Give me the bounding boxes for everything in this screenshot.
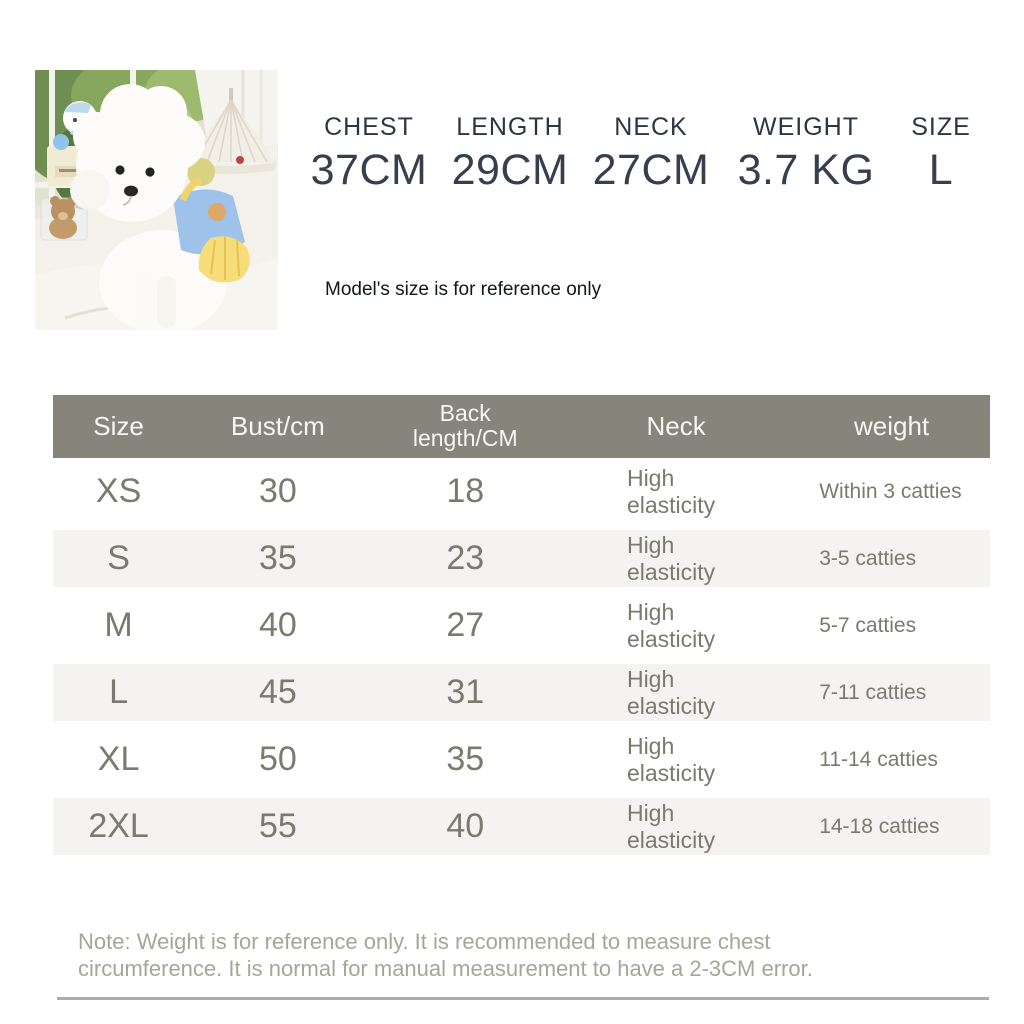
cell-back-length: 31 <box>446 673 485 711</box>
dog-eye <box>145 167 154 176</box>
header-size: Size <box>93 411 144 441</box>
model-size-disclaimer: Model's size is for reference only <box>325 279 602 300</box>
cell-weight: 3-5 catties <box>819 546 917 570</box>
cell-bust: 40 <box>258 606 297 644</box>
spec-item <box>438 112 582 195</box>
cell-neck <box>559 733 793 787</box>
size-table-header <box>53 395 990 458</box>
cell-back-length: 23 <box>446 539 485 577</box>
cell-back-length: 18 <box>446 472 485 510</box>
spec-label: SIZE <box>911 113 971 141</box>
cell-size: 2XL <box>88 807 149 845</box>
table-row <box>53 592 990 659</box>
cell-neck <box>559 666 793 720</box>
dog-outfit-skirt <box>199 236 250 282</box>
header-bust: Bust/cm <box>230 411 325 441</box>
cell-bust: 30 <box>258 472 297 510</box>
cell-bust: 45 <box>258 673 297 711</box>
header-back-length-label: Back length/CM <box>412 399 518 451</box>
cell-weight: 11-14 catties <box>819 747 938 771</box>
cell-weight: 7-11 catties <box>819 680 927 704</box>
cell-back-length: 40 <box>446 807 485 845</box>
spec-value: 27CM <box>592 146 710 194</box>
header-back-length <box>372 401 559 453</box>
spec-label: CHEST <box>324 113 414 141</box>
size-table <box>53 395 990 860</box>
spec-value: L <box>928 146 954 194</box>
spec-item <box>720 112 892 195</box>
spec-item <box>300 112 438 195</box>
red-berry <box>236 156 244 164</box>
size-table-body <box>53 458 990 860</box>
cell-neck-label: High elasticity <box>626 665 716 719</box>
cell-weight: Within 3 catties <box>819 479 962 503</box>
note-text: Note: Weight is for reference only. It is recommended to measure chest circumference. It is normal for manual measurement to have a 2-3CM error. <box>78 929 813 981</box>
dog-eye <box>115 165 124 174</box>
spec-item <box>892 112 990 195</box>
cell-neck <box>559 800 793 854</box>
cell-size: M <box>104 606 133 644</box>
cell-neck-label: High elasticity <box>626 531 716 585</box>
model-photo-illustration <box>35 70 278 330</box>
spec-item <box>582 112 720 195</box>
cell-neck-label: High elasticity <box>626 598 716 652</box>
cell-bust: 35 <box>258 539 297 577</box>
model-photo <box>35 70 278 330</box>
table-row <box>53 659 990 726</box>
bottom-divider <box>57 997 989 1000</box>
cell-neck <box>559 599 793 653</box>
table-row <box>53 458 990 525</box>
cell-neck-label: High elasticity <box>626 732 716 786</box>
table-row <box>53 726 990 793</box>
cell-neck-label: High elasticity <box>626 464 716 518</box>
cell-size: S <box>107 539 130 577</box>
cell-weight: 14-18 catties <box>819 814 940 838</box>
model-specs <box>300 112 990 195</box>
table-row <box>53 525 990 592</box>
header-weight: weight <box>854 411 930 441</box>
cell-neck <box>559 532 793 586</box>
cell-neck-label: High elasticity <box>626 799 716 853</box>
cell-back-length: 27 <box>446 606 485 644</box>
spec-label: WEIGHT <box>753 113 859 141</box>
cell-back-length: 35 <box>446 740 485 778</box>
cell-size: L <box>109 673 129 711</box>
cell-size: XL <box>97 740 140 778</box>
spec-value: 29CM <box>451 146 569 194</box>
spec-value: 3.7 KG <box>737 146 875 194</box>
cell-bust: 50 <box>258 740 297 778</box>
spec-label: LENGTH <box>456 113 564 141</box>
spec-label: NECK <box>614 113 688 141</box>
spec-value: 37CM <box>310 146 428 194</box>
cell-neck <box>559 465 793 519</box>
cell-bust: 55 <box>258 807 297 845</box>
header-neck: Neck <box>646 411 706 441</box>
dog-nose <box>124 186 138 197</box>
table-row <box>53 793 990 860</box>
cell-size: XS <box>95 472 142 510</box>
cell-weight: 5-7 catties <box>819 613 917 637</box>
